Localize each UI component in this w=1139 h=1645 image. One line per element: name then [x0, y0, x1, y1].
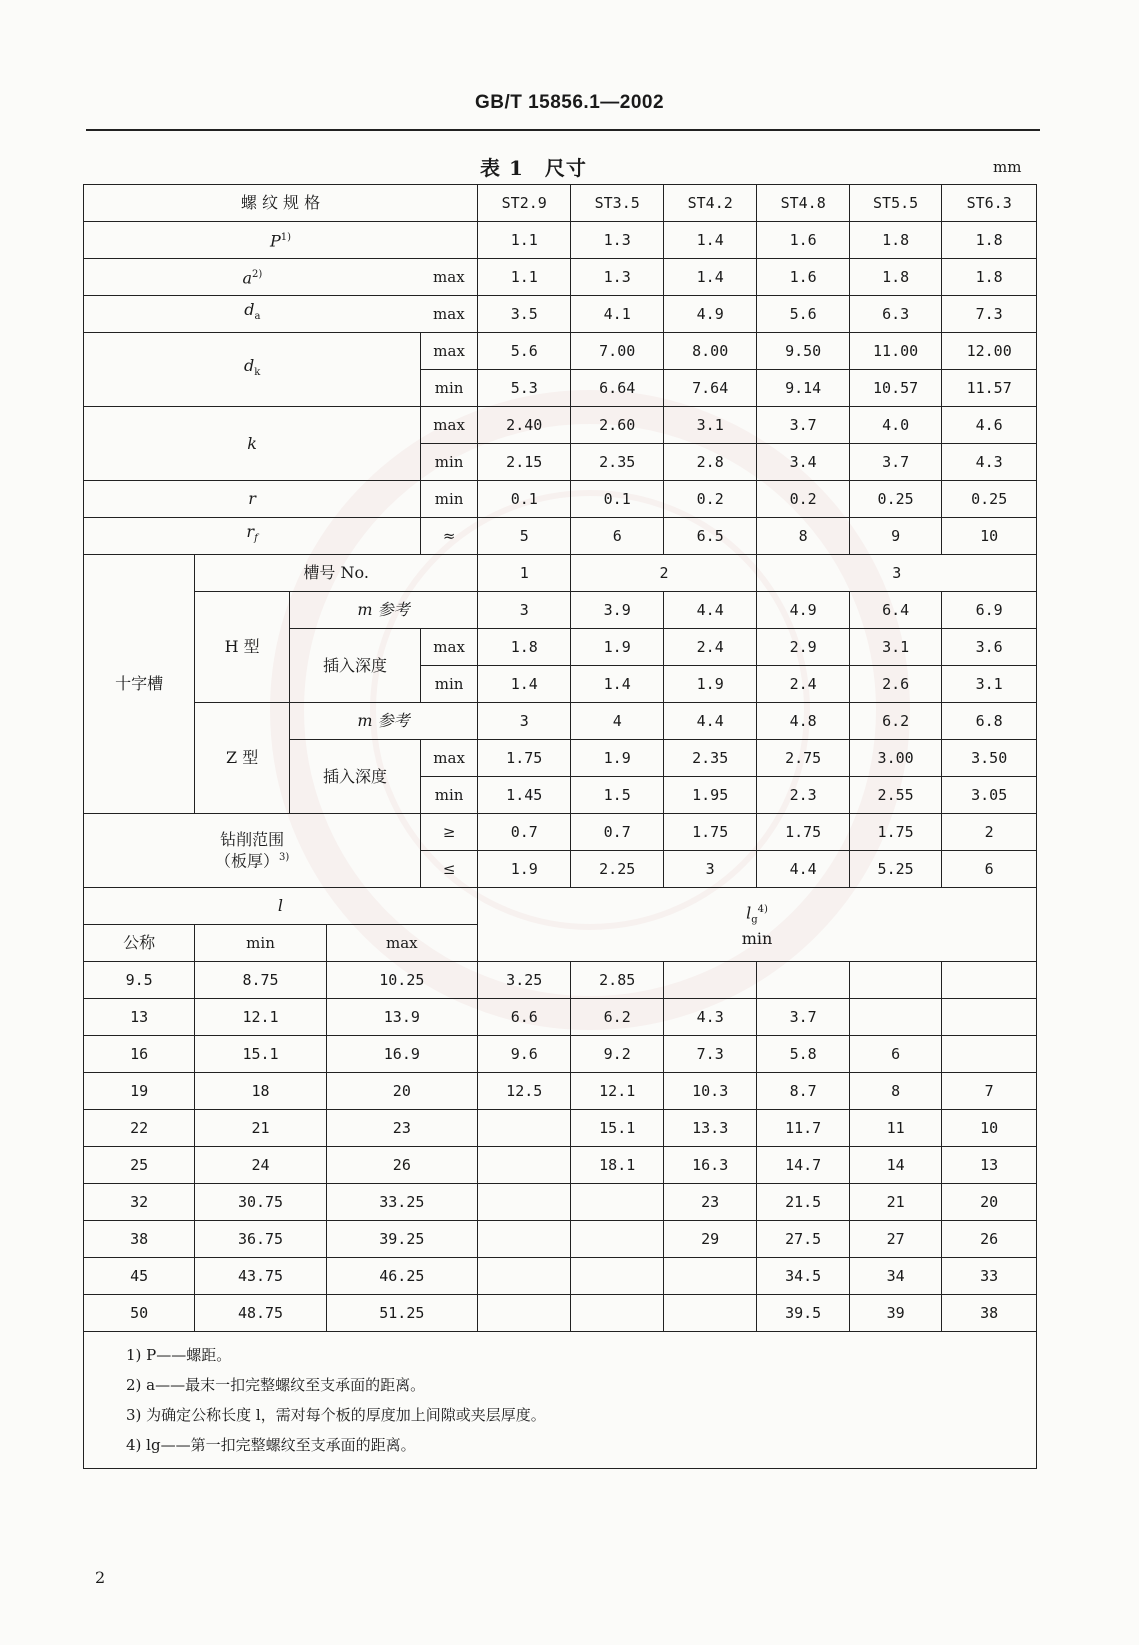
lg-cell: [477, 1295, 571, 1332]
length-row: [84, 1073, 1037, 1110]
table-cell: 3.1: [663, 407, 757, 444]
lg-cell: 14: [849, 1147, 941, 1184]
table-cell: 0.25: [942, 481, 1037, 518]
recess-label: 十字槽: [84, 555, 195, 814]
thread-spec-header: 螺 纹 规 格: [84, 185, 478, 222]
table-cell: 1.75: [663, 814, 757, 851]
dk-max-row: [84, 333, 1037, 370]
table-cell: 2.3: [757, 777, 849, 814]
table-cell: 0.2: [757, 481, 849, 518]
length-row: [84, 1295, 1037, 1332]
recess-no-label: 槽号 No.: [195, 555, 478, 592]
table-cell: 2.9: [757, 629, 849, 666]
max-cell: 33.25: [326, 1184, 477, 1221]
lg-cell: 3.25: [477, 962, 571, 999]
min-cell: 30.75: [195, 1184, 326, 1221]
length-row: [84, 1184, 1037, 1221]
m-ref-label: m 参考: [289, 703, 477, 740]
lg-cell: 7.3: [663, 1036, 757, 1073]
nominal-cell: 9.5: [84, 962, 195, 999]
recess-section: [84, 555, 1037, 814]
table-cell: 3.7: [757, 407, 849, 444]
table-cell: 2.40: [477, 407, 571, 444]
table-cell: 6.3: [849, 296, 941, 333]
lg-cell: 13.3: [663, 1110, 757, 1147]
size-header: ST6.3: [942, 185, 1037, 222]
lg-cell: 27.5: [757, 1221, 849, 1258]
drill-ge-row: [84, 814, 1037, 851]
lg-cell: [477, 1221, 571, 1258]
dimensions-table: [83, 184, 1037, 1469]
length-row: [84, 1036, 1037, 1073]
lg-cell: 2.85: [571, 962, 663, 999]
table-cell: 8: [757, 518, 849, 555]
table-cell: 5.3: [477, 370, 571, 407]
lg-cell: [571, 1221, 663, 1258]
lg-cell: 10.3: [663, 1073, 757, 1110]
lg-cell: 20: [942, 1184, 1037, 1221]
lg-cell: [477, 1147, 571, 1184]
table-cell: 2.8: [663, 444, 757, 481]
nominal-cell: 45: [84, 1258, 195, 1295]
lg-cell: 39.5: [757, 1295, 849, 1332]
table-cell: 4.4: [757, 851, 849, 888]
nominal-cell: 19: [84, 1073, 195, 1110]
nominal-cell: 22: [84, 1110, 195, 1147]
insert-depth-label: 插入深度: [289, 629, 420, 703]
spec-section: [84, 185, 1037, 555]
max-cell: 16.9: [326, 1036, 477, 1073]
table-cell: 6: [571, 518, 663, 555]
table-cell: 3.9: [571, 592, 663, 629]
qualifier: min: [421, 666, 478, 703]
pitch-row: [84, 222, 1037, 259]
size-header: ST3.5: [571, 185, 663, 222]
qualifier: max: [421, 259, 478, 296]
table-cell: 6.64: [571, 370, 663, 407]
lg-cell: [571, 1258, 663, 1295]
qualifier: min: [421, 444, 478, 481]
table-cell: 1.8: [942, 222, 1037, 259]
length-row: [84, 1258, 1037, 1295]
table-cell: 7.3: [942, 296, 1037, 333]
lg-cell: 23: [663, 1184, 757, 1221]
size-header: ST4.8: [757, 185, 849, 222]
header-rule: [86, 129, 1040, 131]
h-m-row: [84, 592, 1037, 629]
max-header: max: [326, 925, 477, 962]
qualifier: ≈: [421, 518, 478, 555]
min-header: min: [195, 925, 326, 962]
min-cell: 24: [195, 1147, 326, 1184]
da-row: [84, 296, 1037, 333]
table-cell: 1.8: [849, 259, 941, 296]
table-cell: 4.4: [663, 592, 757, 629]
max-cell: 26: [326, 1147, 477, 1184]
drilling-section: [84, 814, 1037, 888]
footnote: 4) lg——第一扣完整螺纹至支承面的距离。: [126, 1436, 416, 1454]
size-header-row: [84, 185, 1037, 222]
table-cell: 1.95: [663, 777, 757, 814]
table-cell: 3.5: [477, 296, 571, 333]
min-cell: 12.1: [195, 999, 326, 1036]
lg-cell: 9.2: [571, 1036, 663, 1073]
rf-row: [84, 518, 1037, 555]
table-cell: 1.6: [757, 259, 849, 296]
length-row: [84, 1147, 1037, 1184]
table-cell: 3: [757, 555, 1037, 592]
lg-cell: [757, 962, 849, 999]
lg-cell: 8.7: [757, 1073, 849, 1110]
qualifier: min: [421, 777, 478, 814]
table-cell: 1.9: [571, 740, 663, 777]
max-cell: 13.9: [326, 999, 477, 1036]
table-cell: 10.57: [849, 370, 941, 407]
qualifier: max: [421, 629, 478, 666]
table-cell: 7.64: [663, 370, 757, 407]
unit-label: mm: [993, 158, 1022, 176]
table-cell: 12.00: [942, 333, 1037, 370]
table-cell: 1.9: [663, 666, 757, 703]
lg-cell: 9.6: [477, 1036, 571, 1073]
lg-cell: [942, 999, 1037, 1036]
size-header: ST4.2: [663, 185, 757, 222]
lg-cell: 33: [942, 1258, 1037, 1295]
l-header: l: [84, 888, 478, 925]
table-cell: 2.60: [571, 407, 663, 444]
table-cell: 11.57: [942, 370, 1037, 407]
h-type-label: H 型: [195, 592, 290, 703]
lg-cell: 15.1: [571, 1110, 663, 1147]
table-cell: 0.7: [477, 814, 571, 851]
footnote: 1) P——螺距。: [126, 1346, 232, 1364]
min-cell: 21: [195, 1110, 326, 1147]
pitch-label: $P^{1)}$: [84, 222, 478, 259]
k-max-row: [84, 407, 1037, 444]
lg-cell: 27: [849, 1221, 941, 1258]
table-cell: 9.50: [757, 333, 849, 370]
qualifier: ≥: [421, 814, 478, 851]
table-cell: 1.8: [477, 629, 571, 666]
lg-cell: 7: [942, 1073, 1037, 1110]
table-cell: 2.4: [663, 629, 757, 666]
table-cell: 0.7: [571, 814, 663, 851]
nominal-cell: 16: [84, 1036, 195, 1073]
qualifier: min: [421, 370, 478, 407]
max-cell: 23: [326, 1110, 477, 1147]
table-cell: 0.1: [477, 481, 571, 518]
table-cell: 3.7: [849, 444, 941, 481]
table-cell: 1.75: [757, 814, 849, 851]
table-cell: 1.6: [757, 222, 849, 259]
length-header-row: [84, 888, 1037, 925]
size-header: ST5.5: [849, 185, 941, 222]
min-cell: 43.75: [195, 1258, 326, 1295]
lg-cell: 38: [942, 1295, 1037, 1332]
min-cell: 48.75: [195, 1295, 326, 1332]
qualifier: ≤: [421, 851, 478, 888]
table-cell: 3.00: [849, 740, 941, 777]
table-cell: 6.9: [942, 592, 1037, 629]
table-cell: 3.1: [942, 666, 1037, 703]
qualifier: min: [421, 481, 478, 518]
table-cell: 1.75: [477, 740, 571, 777]
table-cell: 1.4: [477, 666, 571, 703]
lg-cell: [477, 1258, 571, 1295]
dk-label: $d_k$: [84, 333, 421, 407]
lg-cell: 4.3: [663, 999, 757, 1036]
a-row: [84, 259, 1037, 296]
rf-label: $r_f$: [84, 518, 421, 555]
lg-cell: 12.1: [571, 1073, 663, 1110]
table-cell: 1.4: [663, 259, 757, 296]
table-cell: 1.75: [849, 814, 941, 851]
lg-cell: 18.1: [571, 1147, 663, 1184]
table-cell: 1.9: [571, 629, 663, 666]
table-cell: 2.15: [477, 444, 571, 481]
table-cell: 5.6: [477, 333, 571, 370]
lg-cell: [849, 999, 941, 1036]
table-cell: 2: [571, 555, 757, 592]
table-cell: 4.1: [571, 296, 663, 333]
lg-cell: 21.5: [757, 1184, 849, 1221]
lg-cell: [849, 962, 941, 999]
lg-cell: [477, 1184, 571, 1221]
table-cell: 1.4: [571, 666, 663, 703]
table-cell: 9.14: [757, 370, 849, 407]
table-cell: 10: [942, 518, 1037, 555]
qualifier: max: [421, 296, 478, 333]
table-cell: 1.8: [849, 222, 941, 259]
lg-cell: [663, 962, 757, 999]
table-cell: 6.4: [849, 592, 941, 629]
max-cell: 46.25: [326, 1258, 477, 1295]
lg-cell: 26: [942, 1221, 1037, 1258]
lg-cell: 21: [849, 1184, 941, 1221]
table-cell: 2.6: [849, 666, 941, 703]
lg-cell: 3.7: [757, 999, 849, 1036]
table-caption: 表 1 尺寸: [480, 156, 587, 180]
table-cell: 5: [477, 518, 571, 555]
lg-cell: [477, 1110, 571, 1147]
table-cell: 4.3: [942, 444, 1037, 481]
max-cell: 51.25: [326, 1295, 477, 1332]
max-cell: 20: [326, 1073, 477, 1110]
table-cell: 3.50: [942, 740, 1037, 777]
qualifier: max: [421, 333, 478, 370]
table-cell: 4.0: [849, 407, 941, 444]
table-cell: 1.9: [477, 851, 571, 888]
lg-cell: 6.2: [571, 999, 663, 1036]
qualifier: max: [421, 407, 478, 444]
page-number: 2: [95, 1568, 106, 1587]
length-row: [84, 1110, 1037, 1147]
table-cell: 7.00: [571, 333, 663, 370]
lg-cell: 39: [849, 1295, 941, 1332]
table-cell: 6.8: [942, 703, 1037, 740]
table-cell: 1.45: [477, 777, 571, 814]
a-label: $a^{2)}$: [84, 259, 421, 296]
nominal-cell: 50: [84, 1295, 195, 1332]
lg-cell: [663, 1258, 757, 1295]
table-cell: 2: [942, 814, 1037, 851]
table-cell: 4.9: [757, 592, 849, 629]
min-cell: 8.75: [195, 962, 326, 999]
lg-cell: 6: [849, 1036, 941, 1073]
table-cell: 11.00: [849, 333, 941, 370]
lg-cell: 11.7: [757, 1110, 849, 1147]
footnotes-section: [84, 1332, 1037, 1469]
table-cell: 0.2: [663, 481, 757, 518]
table-cell: 4.6: [942, 407, 1037, 444]
drilling-range-label: 钻削范围 （板厚）$^{3)}$: [84, 814, 421, 888]
qualifier: max: [421, 740, 478, 777]
footnotes-row: [84, 1332, 1037, 1469]
table-cell: 4.8: [757, 703, 849, 740]
standard-code-header: GB/T 15856.1—2002: [474, 92, 665, 113]
table-cell: 1.3: [571, 259, 663, 296]
da-label: $d_a$: [84, 296, 421, 333]
lg-cell: [571, 1184, 663, 1221]
max-cell: 39.25: [326, 1221, 477, 1258]
table-cell: 2.55: [849, 777, 941, 814]
table-cell: 2.4: [757, 666, 849, 703]
recess-no-row: [84, 555, 1037, 592]
lg-header: $l_g^{4)}$ min: [477, 888, 1036, 962]
table-cell: 4: [571, 703, 663, 740]
table-cell: 6.2: [849, 703, 941, 740]
table-cell: 2.25: [571, 851, 663, 888]
table-cell: 2.35: [571, 444, 663, 481]
r-row: [84, 481, 1037, 518]
lg-cell: 8: [849, 1073, 941, 1110]
table-cell: 4.4: [663, 703, 757, 740]
table-cell: 5.6: [757, 296, 849, 333]
z-m-row: [84, 703, 1037, 740]
insert-depth-label: 插入深度: [289, 740, 420, 814]
lg-cell: 34: [849, 1258, 941, 1295]
table-cell: 0.25: [849, 481, 941, 518]
lg-cell: 11: [849, 1110, 941, 1147]
length-section: [84, 888, 1037, 1332]
table-cell: 8.00: [663, 333, 757, 370]
nominal-header: 公称: [84, 925, 195, 962]
lg-cell: 16.3: [663, 1147, 757, 1184]
footnote: 2) a——最末一扣完整螺纹至支承面的距离。: [126, 1376, 426, 1394]
table-cell: 3: [663, 851, 757, 888]
table-cell: 1.4: [663, 222, 757, 259]
z-type-label: Z 型: [195, 703, 290, 814]
table-cell: 3.05: [942, 777, 1037, 814]
lg-cell: 6.6: [477, 999, 571, 1036]
length-row: [84, 1221, 1037, 1258]
table-cell: 3.4: [757, 444, 849, 481]
table-cell: 4.9: [663, 296, 757, 333]
size-header: ST2.9: [477, 185, 571, 222]
table-cell: 1.8: [942, 259, 1037, 296]
min-cell: 36.75: [195, 1221, 326, 1258]
nominal-cell: 38: [84, 1221, 195, 1258]
footnotes-cell: [84, 1332, 1037, 1469]
table-cell: 1.1: [477, 222, 571, 259]
table-cell: 1.3: [571, 222, 663, 259]
table-cell: 6: [942, 851, 1037, 888]
lg-cell: [571, 1295, 663, 1332]
r-label: r: [84, 481, 421, 518]
lg-cell: [942, 1036, 1037, 1073]
lg-cell: 14.7: [757, 1147, 849, 1184]
lg-cell: 12.5: [477, 1073, 571, 1110]
lg-cell: 29: [663, 1221, 757, 1258]
table-cell: 2.35: [663, 740, 757, 777]
lg-cell: [942, 962, 1037, 999]
table-cell: 5.25: [849, 851, 941, 888]
table-cell: 0.1: [571, 481, 663, 518]
table-cell: 9: [849, 518, 941, 555]
table-cell: 3: [477, 592, 571, 629]
table-cell: 1: [477, 555, 571, 592]
lg-cell: 5.8: [757, 1036, 849, 1073]
k-label: k: [84, 407, 421, 481]
min-cell: 15.1: [195, 1036, 326, 1073]
table-cell: 2.75: [757, 740, 849, 777]
table-cell: 1.1: [477, 259, 571, 296]
nominal-cell: 13: [84, 999, 195, 1036]
table-cell: 3.1: [849, 629, 941, 666]
lg-cell: [663, 1295, 757, 1332]
m-ref-label: m 参考: [289, 592, 477, 629]
table-cell: 6.5: [663, 518, 757, 555]
length-row: [84, 962, 1037, 999]
lg-cell: 34.5: [757, 1258, 849, 1295]
table-cell: 3.6: [942, 629, 1037, 666]
max-cell: 10.25: [326, 962, 477, 999]
nominal-cell: 25: [84, 1147, 195, 1184]
table-cell: 1.5: [571, 777, 663, 814]
table-cell: 3: [477, 703, 571, 740]
lg-cell: 10: [942, 1110, 1037, 1147]
min-cell: 18: [195, 1073, 326, 1110]
footnote: 3) 为确定公称长度 l，需对每个板的厚度加上间隙或夹层厚度。: [126, 1406, 546, 1424]
lg-cell: 13: [942, 1147, 1037, 1184]
length-row: [84, 999, 1037, 1036]
nominal-cell: 32: [84, 1184, 195, 1221]
